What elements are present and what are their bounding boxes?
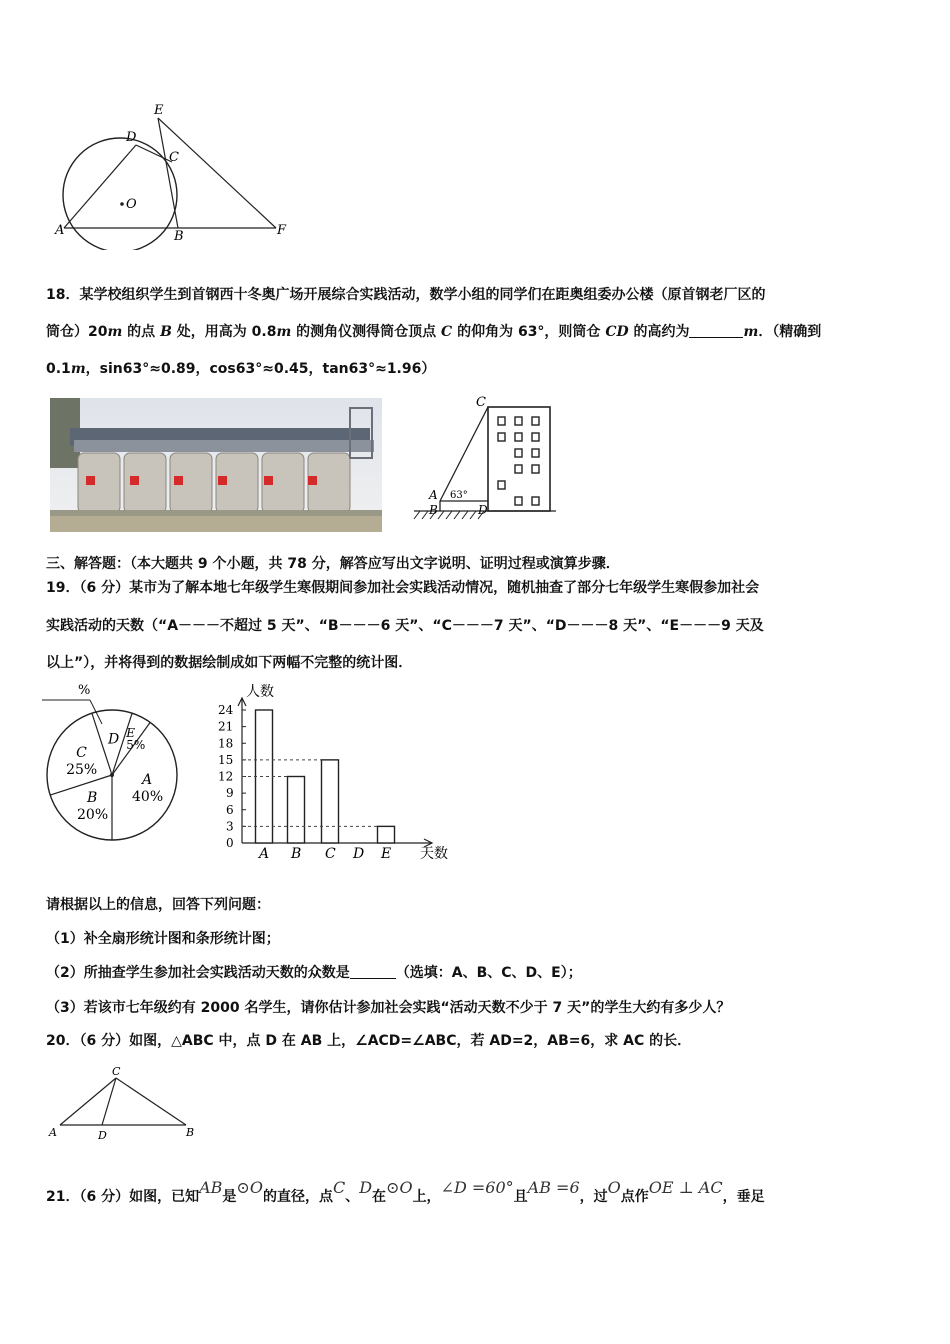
bar-A bbox=[256, 710, 273, 843]
line-dc bbox=[136, 145, 172, 162]
pie-unknown-pct-label: % bbox=[78, 683, 91, 698]
bar-C bbox=[322, 760, 339, 843]
pie-pct-B: 20% bbox=[77, 806, 109, 823]
pie-label-E: E bbox=[126, 726, 136, 741]
label-b: B bbox=[186, 1126, 195, 1139]
bar-B bbox=[288, 777, 305, 844]
y-axis-label: 人数 bbox=[246, 684, 274, 700]
x-tick-label-A: A bbox=[259, 846, 270, 862]
label-b: B bbox=[174, 229, 184, 244]
q18-line3: 0.1m，sin63°≈0.89，cos63°≈0.45，tan63°≈1.96） bbox=[46, 361, 436, 377]
label-a: A bbox=[429, 488, 438, 502]
pie-pct-E: 5% bbox=[126, 738, 146, 753]
silo-building-photo bbox=[50, 398, 382, 532]
circle-o bbox=[63, 138, 177, 250]
label-d: D bbox=[98, 1129, 107, 1142]
q18-line2: 筒仓）20m 的点 B 处，用高为 0.8m 的测角仪测得筒仓顶点 C 的仰角为 63°，则筒仓 CD 的高约为 m．（精确到 bbox=[46, 324, 822, 340]
pie-label-C: C bbox=[76, 744, 87, 761]
bar-E bbox=[378, 826, 395, 843]
x-axis-label: 天数 bbox=[420, 846, 448, 862]
line-ad bbox=[64, 145, 136, 228]
label-o: O bbox=[126, 197, 137, 212]
q19-sub1: （1）补全扇形统计图和条形统计图； bbox=[46, 931, 280, 947]
q19-sub3: （3）若该市七年级约有 2000 名学生，请你估计参加社会实践“活动天数不少于 7 天”的学生大约有多少人？ bbox=[46, 1000, 731, 1016]
q19-line2: 实践活动的天数（“A－－－不超过 5 天”、“B－－－6 天”、“C－－－7 天”、“D－－－8 天”、“E－－－9 天及 bbox=[46, 618, 764, 634]
section3-header: 三、解答题：（本大题共 9 个小题，共 78 分，解答应写出文字说明、证明过程或演算步骤． bbox=[46, 556, 620, 572]
label-c: C bbox=[169, 150, 179, 165]
label-c: C bbox=[112, 1065, 121, 1078]
q21-text: 21．（6 分）如图，已知AB是⊙O的直径，点C、D在⊙O上，∠D =60°且AB =6，过O点作OE ⊥ AC，垂足 bbox=[46, 1178, 765, 1205]
q20-triangle bbox=[40, 1062, 210, 1144]
label-d: D bbox=[478, 503, 488, 517]
pie-chart bbox=[40, 680, 190, 850]
label-b: B bbox=[429, 503, 438, 517]
q19-line1: 19．（6 分）某市为了解本地七年级学生寒假期间参加社会实践活动情况，随机抽查了部分七年级学生寒假参加社会 bbox=[46, 580, 760, 596]
sight-line-ac bbox=[440, 407, 488, 501]
x-tick-label-E: E bbox=[381, 846, 392, 862]
q18-line1: 18．某学校组织学生到首钢西十冬奥广场开展综合实践活动，数学小组的同学们在距奥组委办公楼（原首钢老厂区的 bbox=[46, 287, 766, 303]
origin-label: 0 bbox=[226, 836, 234, 850]
q18-answer-blank bbox=[689, 323, 743, 338]
line-ef bbox=[158, 118, 276, 228]
segment-cd bbox=[102, 1078, 116, 1125]
y-tick-label-21: 21 bbox=[218, 719, 234, 734]
q19-sub2: （2）所抽查学生参加社会实践活动天数的众数是 （选填：A、B、C、D、E）； bbox=[46, 965, 582, 981]
x-tick-label-B: B bbox=[291, 846, 302, 862]
center-dot bbox=[120, 202, 124, 206]
pie-pct-A: 40% bbox=[132, 789, 164, 805]
q20-text: 20．（6 分）如图，△ABC 中，点 D 在 AB 上，∠ACD=∠ABC，若 AD=2，AB=6，求 AC 的长． bbox=[46, 1033, 692, 1049]
side-ac bbox=[60, 1078, 116, 1125]
angle-label: 63° bbox=[450, 490, 468, 501]
y-tick-label-18: 18 bbox=[218, 736, 234, 751]
pie-label-D: D bbox=[108, 731, 120, 748]
pie-center bbox=[110, 773, 114, 777]
y-tick-label-9: 9 bbox=[226, 786, 234, 801]
label-a: A bbox=[55, 223, 65, 238]
side-cb bbox=[116, 1078, 186, 1125]
label-c: C bbox=[476, 395, 486, 410]
pie-pct-C: 25% bbox=[66, 761, 98, 778]
y-tick-label-24: 24 bbox=[218, 703, 234, 717]
label-d: D bbox=[126, 130, 137, 145]
q17-figure bbox=[50, 100, 300, 250]
label-a: A bbox=[49, 1126, 57, 1139]
label-e: E bbox=[154, 103, 164, 118]
silo-building bbox=[488, 407, 550, 511]
x-tick-label-C: C bbox=[325, 846, 336, 862]
y-tick-label-15: 15 bbox=[218, 752, 234, 767]
q19-answer-blank bbox=[350, 964, 396, 979]
bar-chart bbox=[200, 680, 470, 870]
y-tick-label-12: 12 bbox=[218, 769, 234, 784]
building-windows bbox=[498, 417, 539, 505]
q19-prompt: 请根据以上的信息，回答下列问题： bbox=[46, 897, 270, 913]
pie-label-A: A bbox=[142, 772, 153, 788]
y-tick-label-6: 6 bbox=[226, 802, 234, 817]
label-f: F bbox=[277, 223, 287, 238]
q19-line3: 以上”），并将得到的数据绘制成如下两幅不完整的统计图． bbox=[46, 655, 413, 671]
y-tick-label-3: 3 bbox=[226, 819, 234, 834]
pie-label-B: B bbox=[87, 789, 98, 806]
x-tick-label-D: D bbox=[353, 846, 365, 862]
q18-diagram bbox=[410, 393, 560, 523]
